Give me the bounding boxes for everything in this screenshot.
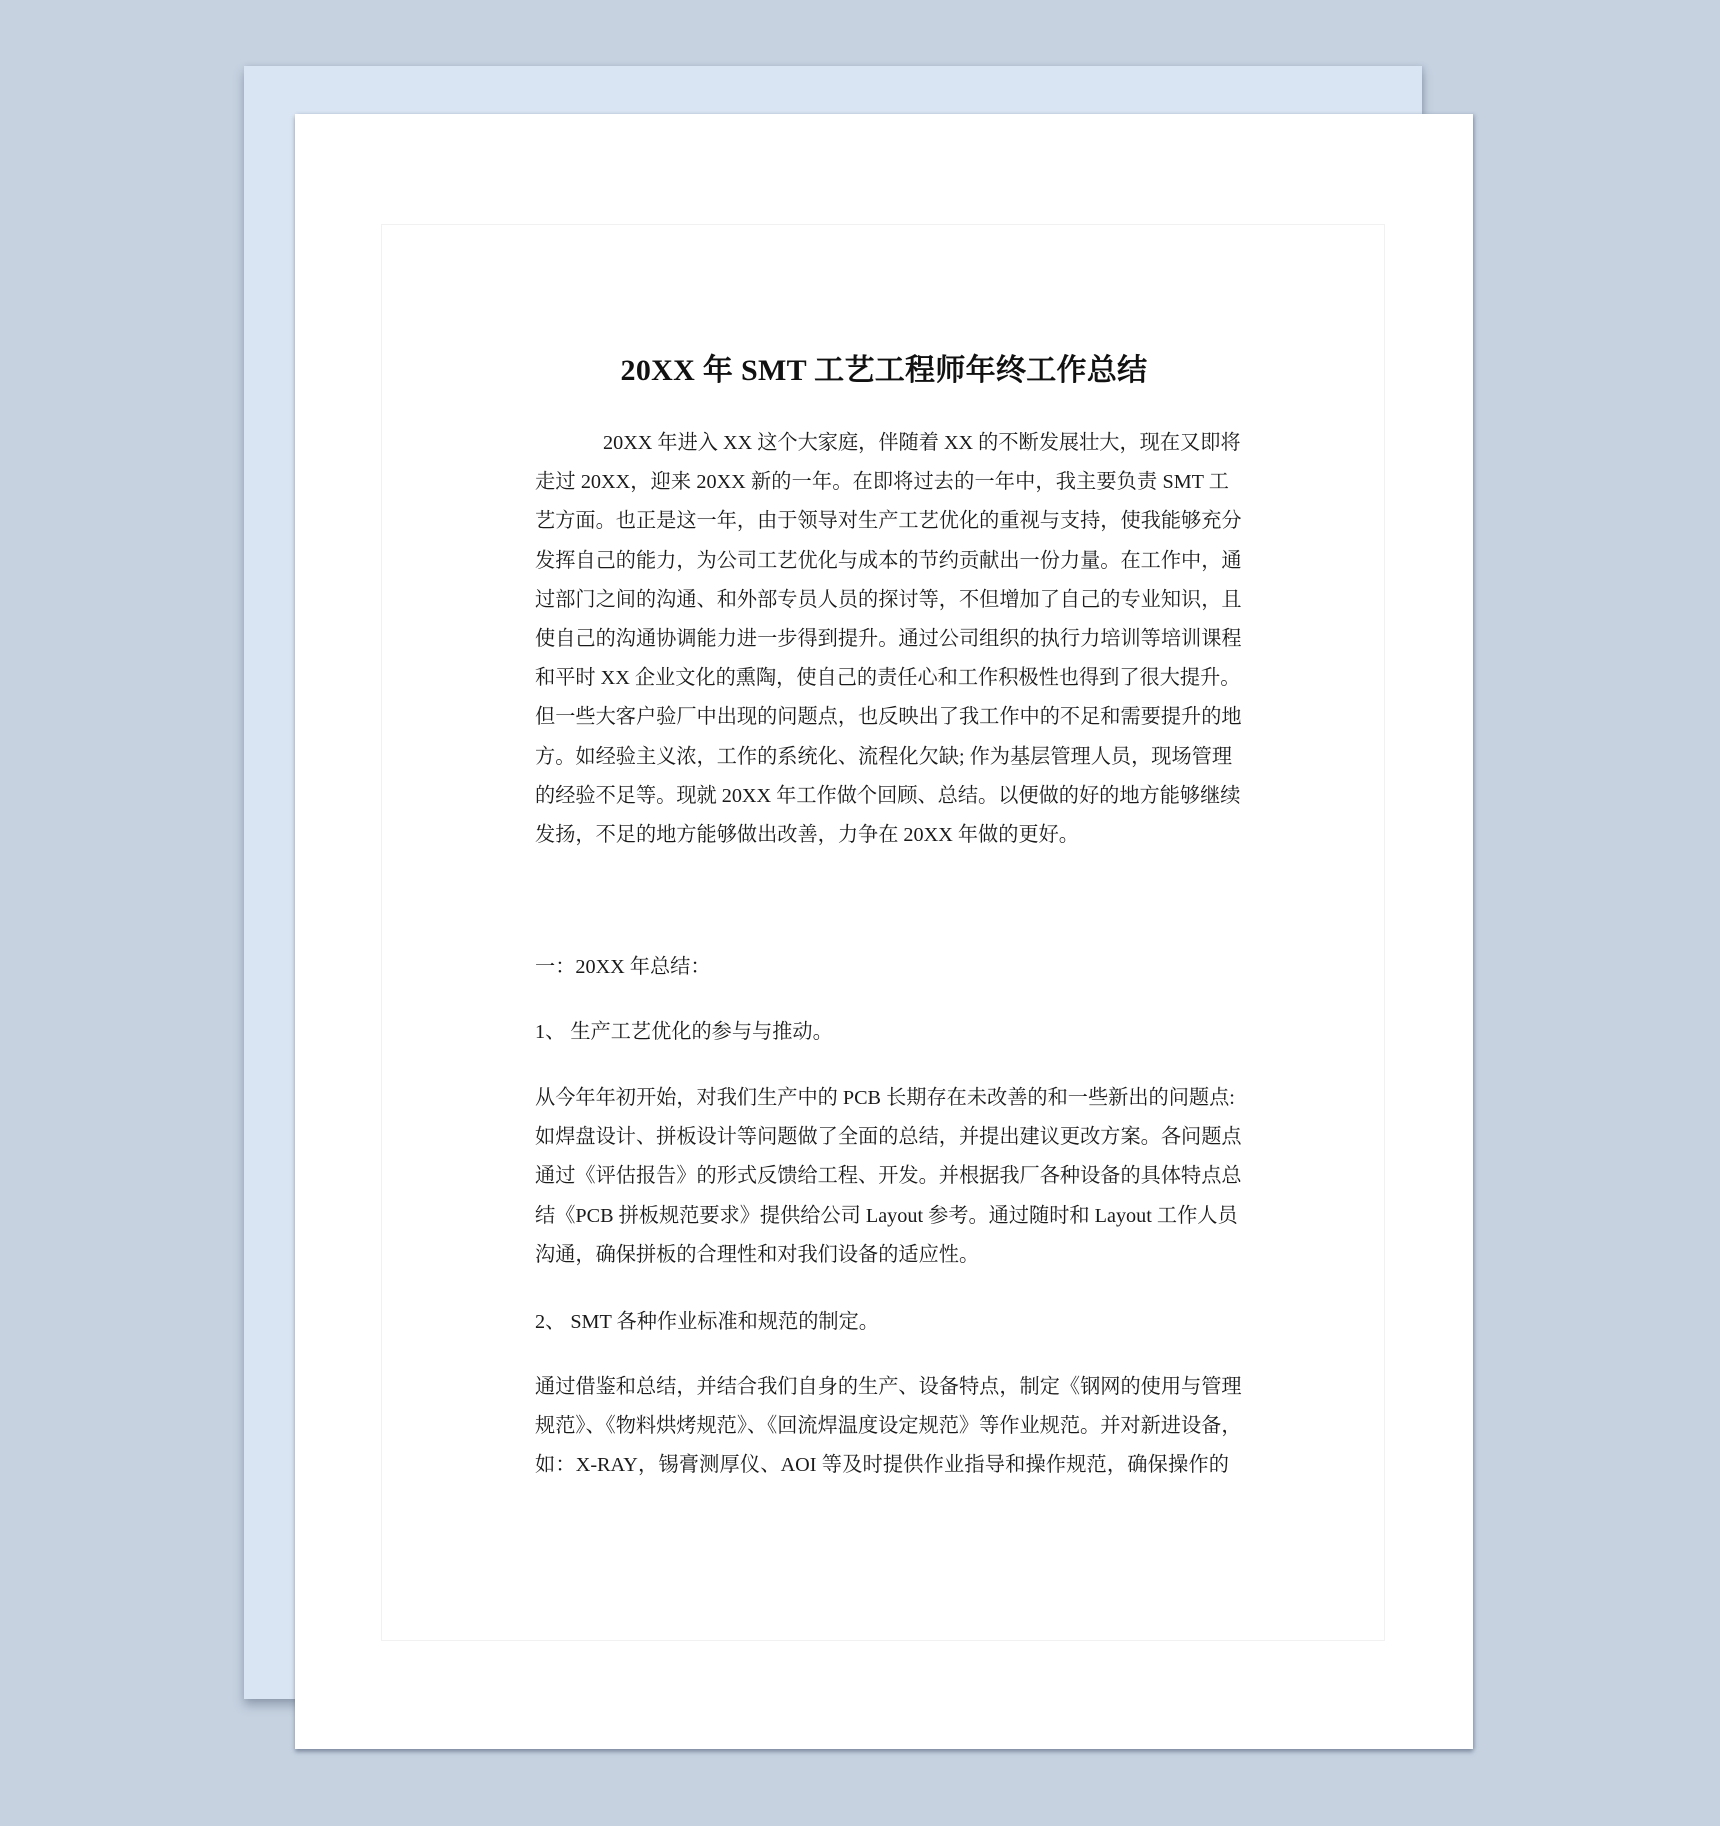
section-heading: 一：20XX 年总结： (535, 956, 711, 978)
text-line: 通过借鉴和总结，并结合我们自身的生产、设备特点，制定《钢网的使用与管理 (535, 1376, 1242, 1398)
document-page (295, 114, 1473, 1749)
text-line: 走过 20XX，迎来 20XX 新的一年。在即将过去的一年中，我主要负责 SMT 工 (535, 471, 1229, 494)
text-line: 结《PCB 拼板规范要求》提供给公司 Layout 参考。通过随时和 Layout 工作人员 (535, 1204, 1238, 1227)
item1-paragraph (535, 1079, 1242, 1275)
item1-heading: 1、 生产工艺优化的参与与推动。 (535, 1021, 833, 1043)
intro-paragraph (535, 424, 1242, 855)
text-line: 规范》、《物料烘烤规范》、《回流焊温度设定规范》等作业规范。并对新进设备， (535, 1415, 1242, 1438)
document-title: 20XX 年 SMT 工艺工程师年终工作总结 (620, 354, 1148, 387)
item2-heading: 2、 SMT 各种作业标准和规范的制定。 (535, 1311, 879, 1333)
text-line: 沟通，确保拼板的合理性和对我们设备的适应性。 (535, 1243, 980, 1266)
text-line: 和平时 XX 企业文化的熏陶，使自己的责任心和工作积极性也得到了很大提升。 (535, 667, 1241, 690)
text-line: 如焊盘设计、拼板设计等问题做了全面的总结，并提出建议更改方案。各问题点 (535, 1126, 1242, 1149)
text-line: 如：X-RAY，锡膏测厚仪、AOI 等及时提供作业指导和操作规范，确保操作的 (535, 1454, 1229, 1477)
item2-paragraph (535, 1368, 1242, 1486)
text-line: 但一些大客户验厂中出现的问题点，也反映出了我工作中的不足和需要提升的地 (535, 706, 1242, 729)
text-line: 从今年年初开始，对我们生产中的 PCB 长期存在未改善的和一些新出的问题点: (535, 1087, 1235, 1109)
text-line: 的经验不足等。现就 20XX 年工作做个回顾、总结。以便做的好的地方能够继续 (535, 784, 1241, 807)
text-line: 方。如经验主义浓，工作的系统化、流程化欠缺; 作为基层管理人员，现场管理 (535, 745, 1233, 768)
text-line: 通过《评估报告》的形式反馈给工程、开发。并根据我厂各种设备的具体特点总 (535, 1165, 1242, 1188)
text-line: 发挥自己的能力，为公司工艺优化与成本的节约贡献出一份力量。在工作中，通 (535, 549, 1242, 572)
text-line: 20XX 年进入 XX 这个大家庭，伴随着 XX 的不断发展壮大，现在又即将 (603, 432, 1241, 454)
text-line: 艺方面。也正是这一年，由于领导对生产工艺优化的重视与支持，使我能够充分 (535, 510, 1242, 533)
text-line: 使自己的沟通协调能力进一步得到提升。通过公司组织的执行力培训等培训课程 (535, 628, 1242, 651)
text-line: 过部门之间的沟通、和外部专员人员的探讨等，不但增加了自己的专业知识，且 (535, 588, 1242, 611)
text-line: 发扬，不足的地方能够做出改善，力争在 20XX 年做的更好。 (535, 824, 1079, 847)
